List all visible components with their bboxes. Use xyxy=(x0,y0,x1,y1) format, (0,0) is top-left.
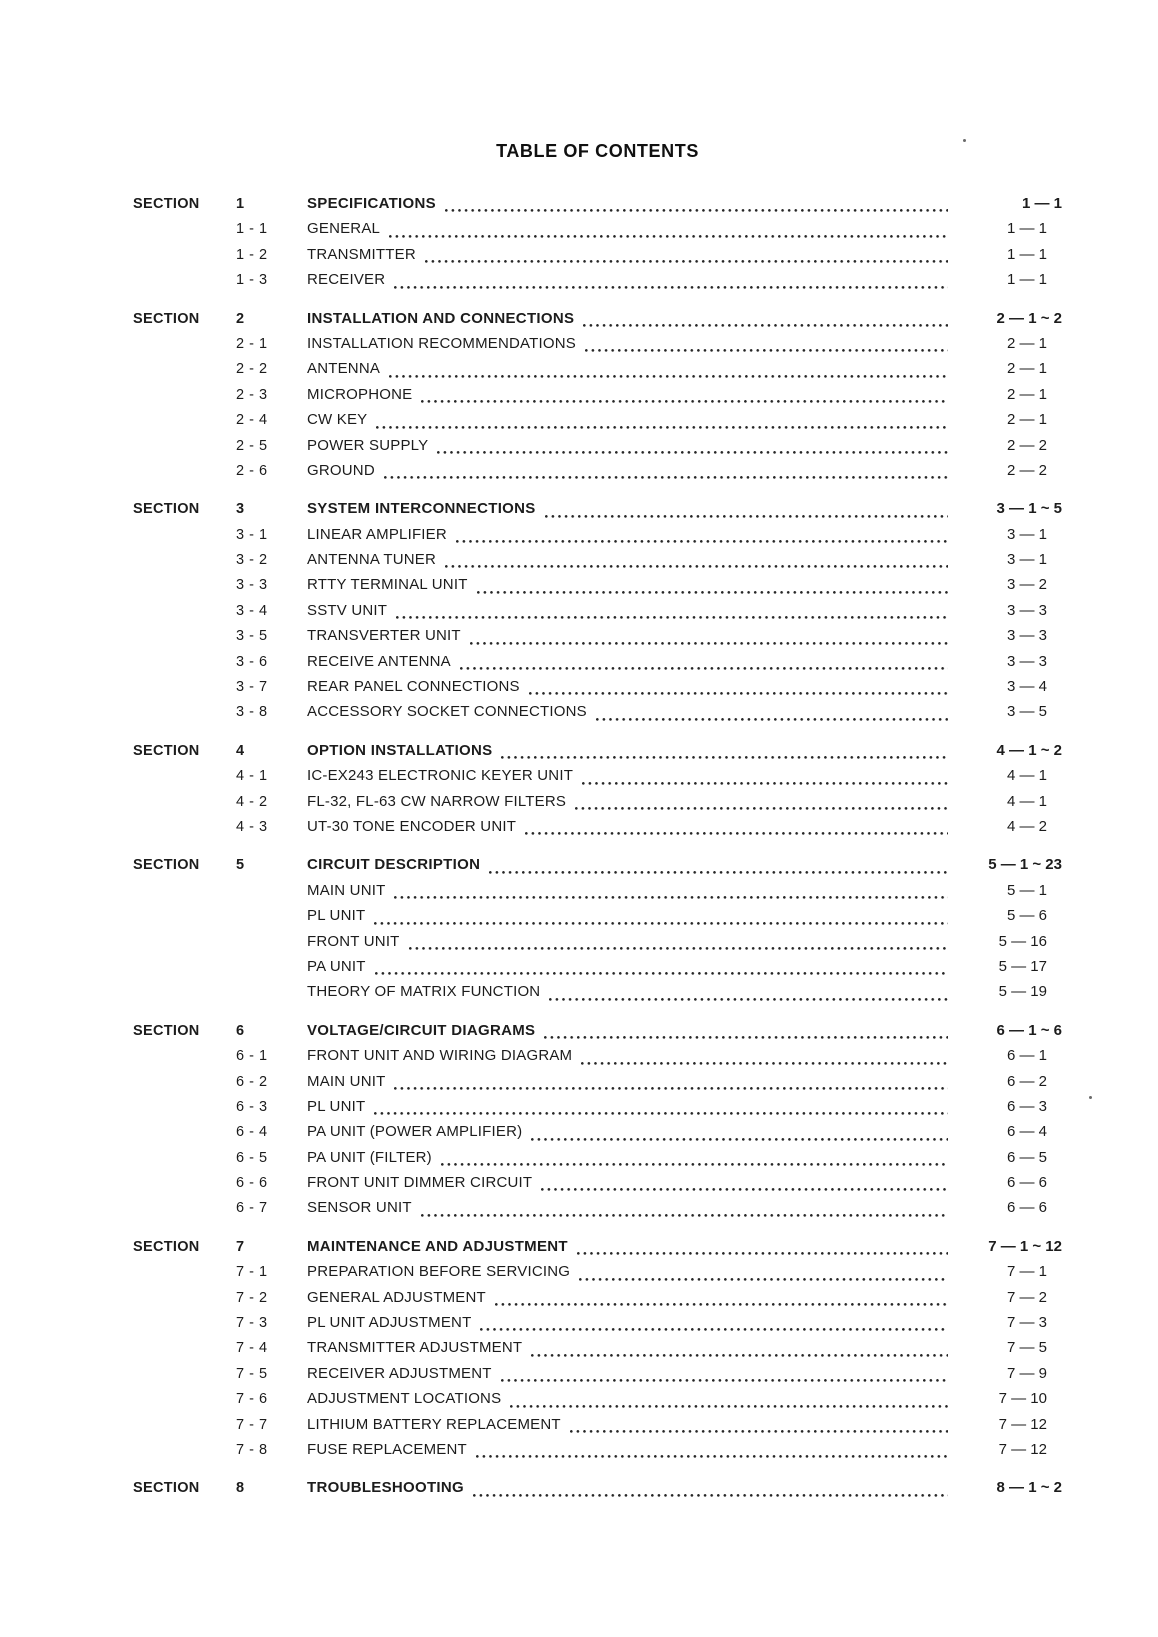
toc-item-row xyxy=(133,653,1062,678)
item-number: 3 - 1 xyxy=(236,526,268,543)
dot-leader xyxy=(394,896,948,899)
item-title: ADJUSTMENT LOCATIONS xyxy=(307,1390,502,1408)
dot-leader xyxy=(585,349,948,352)
dot-leader xyxy=(582,782,948,785)
toc-item-row xyxy=(133,1289,1062,1314)
toc-item-row xyxy=(133,1416,1062,1441)
page-number: 6 — 6 xyxy=(1006,1174,1047,1192)
section-title: SYSTEM INTERCONNECTIONS xyxy=(307,500,536,518)
item-number: 4 - 3 xyxy=(236,818,268,835)
toc-item-row xyxy=(133,526,1062,551)
page-number: 2 — 1 xyxy=(1006,411,1047,429)
toc-section xyxy=(133,856,1062,1008)
item-number: 7 - 1 xyxy=(236,1264,268,1281)
page-number: 3 — 3 xyxy=(1006,627,1047,645)
toc-item-row xyxy=(133,411,1062,436)
page-number: 1 — 1 xyxy=(1021,195,1062,212)
item-title: PREPARATION BEFORE SERVICING xyxy=(307,1263,571,1281)
page-number: 5 — 19 xyxy=(998,983,1047,1001)
page-number: 7 — 9 xyxy=(1006,1364,1047,1382)
dot-leader xyxy=(460,667,948,670)
item-number: 6 - 6 xyxy=(236,1175,268,1192)
item-title: RECEIVE ANTENNA xyxy=(307,652,451,670)
item-title: SENSOR UNIT xyxy=(307,1199,412,1217)
page-number: 2 — 1 xyxy=(1006,385,1047,403)
item-title: POWER SUPPLY xyxy=(307,436,429,454)
dot-leader xyxy=(456,540,948,543)
page-title: TABLE OF CONTENTS xyxy=(496,141,699,161)
item-title: PL UNIT xyxy=(307,907,366,925)
dot-leader xyxy=(374,1112,948,1115)
item-title: MAIN UNIT xyxy=(307,1072,386,1090)
toc-item-row xyxy=(133,1174,1062,1199)
toc-item-row xyxy=(133,1314,1062,1339)
page-number: 6 — 4 xyxy=(1006,1123,1047,1141)
toc-item-row xyxy=(133,818,1062,843)
item-title: ANTENNA TUNER xyxy=(307,551,437,569)
toc-section xyxy=(133,742,1062,844)
page-number: 5 — 16 xyxy=(998,932,1047,950)
section-header-row xyxy=(133,195,1062,220)
toc-item-row xyxy=(133,627,1062,652)
page-number: 7 — 12 xyxy=(998,1415,1047,1433)
toc-item-row xyxy=(133,551,1062,576)
page-number: 5 — 6 xyxy=(1006,907,1047,925)
page-number: 7 — 1 ~ 12 xyxy=(988,1237,1062,1255)
toc-item-row xyxy=(133,1199,1062,1224)
page-number: 4 — 2 xyxy=(1006,817,1047,835)
page-number: 3 — 1 xyxy=(1006,551,1047,569)
item-number: 6 - 5 xyxy=(236,1149,268,1166)
section-title: VOLTAGE/CIRCUIT DIAGRAMS xyxy=(307,1021,536,1039)
item-title: IC-EX243 ELECTRONIC KEYER UNIT xyxy=(307,767,574,785)
page-number: 8 — 1 ~ 2 xyxy=(996,1479,1062,1497)
toc-section xyxy=(133,1479,1062,1504)
page-number: 5 — 1 xyxy=(1006,881,1047,899)
item-number: 7 - 3 xyxy=(236,1315,268,1332)
toc-item-row xyxy=(133,678,1062,703)
item-number: 6 - 7 xyxy=(236,1200,268,1217)
dot-leader xyxy=(581,1062,948,1065)
dot-leader xyxy=(510,1405,948,1408)
section-label: SECTION xyxy=(133,1022,200,1039)
dot-leader xyxy=(437,451,948,454)
item-title: UT-30 TONE ENCODER UNIT xyxy=(307,817,517,835)
scan-speckle xyxy=(1089,1096,1092,1099)
dot-leader xyxy=(441,1163,948,1166)
toc-section xyxy=(133,500,1062,729)
toc-item-row xyxy=(133,767,1062,792)
page-number: 2 — 2 xyxy=(1006,436,1047,454)
item-number: 7 - 8 xyxy=(236,1441,268,1458)
section-header-row xyxy=(133,1022,1062,1047)
toc-section xyxy=(133,1022,1062,1225)
section-title: TROUBLESHOOTING xyxy=(307,1479,464,1497)
dot-leader xyxy=(375,972,948,975)
item-title: FRONT UNIT AND WIRING DIAGRAM xyxy=(307,1047,573,1065)
item-title: PL UNIT xyxy=(307,1097,366,1115)
dot-leader xyxy=(396,616,948,619)
item-number: 6 - 4 xyxy=(236,1124,268,1141)
toc-item-row xyxy=(133,576,1062,601)
item-number: 3 - 4 xyxy=(236,602,268,619)
toc-section xyxy=(133,1238,1062,1467)
page-number: 7 — 10 xyxy=(998,1390,1047,1408)
dot-leader xyxy=(544,1036,948,1039)
section-number: 4 xyxy=(236,742,245,759)
item-title: INSTALLATION RECOMMENDATIONS xyxy=(307,334,576,352)
item-number: 3 - 3 xyxy=(236,577,268,594)
dot-leader xyxy=(501,756,948,759)
item-number: 4 - 1 xyxy=(236,768,268,785)
page-number: 7 — 1 xyxy=(1006,1263,1047,1281)
item-title: LINEAR AMPLIFIER xyxy=(307,525,447,543)
dot-leader xyxy=(575,807,948,810)
dot-leader xyxy=(470,642,948,645)
toc-item-row xyxy=(133,462,1062,487)
item-title: FUSE REPLACEMENT xyxy=(307,1440,467,1458)
section-label: SECTION xyxy=(133,742,200,759)
dot-leader xyxy=(545,515,948,518)
section-number: 6 xyxy=(236,1022,245,1039)
toc-item-row xyxy=(133,360,1062,385)
item-title: RECEIVER xyxy=(307,271,386,289)
page-number: 2 — 2 xyxy=(1006,461,1047,479)
page-number: 3 — 5 xyxy=(1006,703,1047,721)
toc-item-row xyxy=(133,1123,1062,1148)
toc-item-row xyxy=(133,1263,1062,1288)
item-title: CW KEY xyxy=(307,411,368,429)
dot-leader xyxy=(445,209,948,212)
item-number: 3 - 2 xyxy=(236,552,268,569)
item-number: 4 - 2 xyxy=(236,793,268,810)
toc-item-row xyxy=(133,437,1062,462)
page-number: 3 — 2 xyxy=(1006,576,1047,594)
page-number: 2 — 1 xyxy=(1006,334,1047,352)
section-label: SECTION xyxy=(133,1480,200,1497)
page-number: 4 — 1 ~ 2 xyxy=(996,741,1062,759)
toc-section xyxy=(133,310,1062,488)
toc-item-row xyxy=(133,1365,1062,1390)
dot-leader xyxy=(570,1430,948,1433)
item-title: GROUND xyxy=(307,461,375,479)
toc-item-row xyxy=(133,1098,1062,1123)
item-title: RECEIVER ADJUSTMENT xyxy=(307,1364,492,1382)
page-number: 3 — 3 xyxy=(1006,601,1047,619)
dot-leader xyxy=(477,591,948,594)
item-number: 7 - 2 xyxy=(236,1289,268,1306)
item-title: ANTENNA xyxy=(307,360,381,378)
toc-item-row xyxy=(133,335,1062,360)
item-title: PA UNIT xyxy=(307,957,366,975)
section-title: SPECIFICATIONS xyxy=(307,195,436,212)
page-number: 1 — 1 xyxy=(1006,245,1047,263)
page-number: 4 — 1 xyxy=(1006,767,1047,785)
page-number: 5 — 17 xyxy=(998,957,1047,975)
item-title: PA UNIT (FILTER) xyxy=(307,1148,432,1166)
page-number: 6 — 5 xyxy=(1006,1148,1047,1166)
page-number: 5 — 1 ~ 23 xyxy=(988,856,1062,874)
dot-leader xyxy=(421,400,948,403)
toc-item-row xyxy=(133,1390,1062,1415)
dot-leader xyxy=(501,1379,948,1382)
toc-item-row xyxy=(133,958,1062,983)
page-number: 6 — 1 ~ 6 xyxy=(996,1021,1062,1039)
toc-item-row xyxy=(133,220,1062,245)
section-label: SECTION xyxy=(133,857,200,874)
section-title: MAINTENANCE AND ADJUSTMENT xyxy=(307,1237,568,1255)
item-number: 6 - 3 xyxy=(236,1098,268,1115)
item-number: 2 - 4 xyxy=(236,412,268,429)
toc-item-row xyxy=(133,386,1062,411)
toc-section xyxy=(133,195,1062,297)
dot-leader xyxy=(489,871,948,874)
page-number: 3 — 1 ~ 5 xyxy=(996,500,1062,518)
item-title: FL-32, FL-63 CW NARROW FILTERS xyxy=(307,792,567,810)
item-number: 1 - 2 xyxy=(236,246,268,263)
dot-leader xyxy=(476,1455,948,1458)
item-number: 1 - 3 xyxy=(236,272,268,289)
dot-leader xyxy=(583,324,948,327)
item-number: 2 - 1 xyxy=(236,335,268,352)
toc-item-row xyxy=(133,793,1062,818)
toc-item-row xyxy=(133,983,1062,1008)
item-number: 3 - 8 xyxy=(236,704,268,721)
page-number: 6 — 3 xyxy=(1006,1097,1047,1115)
section-number: 7 xyxy=(236,1238,245,1255)
section-label: SECTION xyxy=(133,310,200,327)
page-number: 2 — 1 xyxy=(1006,360,1047,378)
page-number: 6 — 2 xyxy=(1006,1072,1047,1090)
toc-item-row xyxy=(133,271,1062,296)
toc xyxy=(133,195,1062,1505)
dot-leader xyxy=(577,1252,948,1255)
page-number: 1 — 1 xyxy=(1006,220,1047,238)
item-title: TRANSVERTER UNIT xyxy=(307,627,461,645)
item-number: 3 - 7 xyxy=(236,679,268,696)
item-title: FRONT UNIT DIMMER CIRCUIT xyxy=(307,1174,533,1192)
scan-speckle xyxy=(963,139,966,142)
item-title: PA UNIT (POWER AMPLIFIER) xyxy=(307,1123,523,1141)
page-number: 7 — 2 xyxy=(1006,1288,1047,1306)
section-number: 1 xyxy=(236,196,245,212)
dot-leader xyxy=(384,476,948,479)
page-number: 7 — 5 xyxy=(1006,1339,1047,1357)
item-title: MICROPHONE xyxy=(307,385,413,403)
page-number: 4 — 1 xyxy=(1006,792,1047,810)
dot-leader xyxy=(596,718,948,721)
item-number: 6 - 2 xyxy=(236,1073,268,1090)
item-title: MAIN UNIT xyxy=(307,881,386,899)
page-number: 1 — 1 xyxy=(1006,271,1047,289)
item-number: 3 - 6 xyxy=(236,653,268,670)
toc-item-row xyxy=(133,602,1062,627)
item-number: 1 - 1 xyxy=(236,221,268,238)
section-number: 2 xyxy=(236,310,245,327)
item-title: SSTV UNIT xyxy=(307,601,388,619)
page-number: 3 — 3 xyxy=(1006,652,1047,670)
dot-leader xyxy=(480,1328,948,1331)
page-number: 2 — 1 ~ 2 xyxy=(996,309,1062,327)
page-number: 3 — 4 xyxy=(1006,678,1047,696)
item-number: 2 - 6 xyxy=(236,462,268,479)
item-title: REAR PANEL CONNECTIONS xyxy=(307,678,520,696)
toc-item-row xyxy=(133,1047,1062,1072)
item-number: 7 - 7 xyxy=(236,1416,268,1433)
section-label: SECTION xyxy=(133,1238,200,1255)
item-number: 6 - 1 xyxy=(236,1048,268,1065)
dot-leader xyxy=(531,1138,948,1141)
item-number: 2 - 2 xyxy=(236,361,268,378)
dot-leader xyxy=(525,832,948,835)
section-number: 5 xyxy=(236,857,245,874)
dot-leader xyxy=(445,565,948,568)
section-header-row xyxy=(133,310,1062,335)
dot-leader xyxy=(389,375,948,378)
dot-leader xyxy=(541,1188,948,1191)
dot-leader xyxy=(389,235,948,238)
item-title: GENERAL xyxy=(307,220,381,238)
toc-item-row xyxy=(133,907,1062,932)
section-label: SECTION xyxy=(133,196,200,212)
dot-leader xyxy=(394,1087,948,1090)
section-number: 8 xyxy=(236,1480,245,1497)
toc-item-row xyxy=(133,1073,1062,1098)
section-number: 3 xyxy=(236,501,245,518)
toc-item-row xyxy=(133,882,1062,907)
section-title: INSTALLATION AND CONNECTIONS xyxy=(307,309,575,327)
section-header-row xyxy=(133,1238,1062,1263)
dot-leader xyxy=(425,260,948,263)
dot-leader xyxy=(374,922,948,925)
page-number: 6 — 1 xyxy=(1006,1047,1047,1065)
item-number: 2 - 3 xyxy=(236,386,268,403)
dot-leader xyxy=(421,1214,948,1217)
dot-leader xyxy=(473,1494,948,1497)
item-title: THEORY OF MATRIX FUNCTION xyxy=(307,983,541,1001)
page-number: 7 — 3 xyxy=(1006,1314,1047,1332)
item-number: 7 - 4 xyxy=(236,1340,268,1357)
page-number: 6 — 6 xyxy=(1006,1199,1047,1217)
section-header-row xyxy=(133,742,1062,767)
item-number: 2 - 5 xyxy=(236,437,268,454)
dot-leader xyxy=(495,1303,948,1306)
toc-item-row xyxy=(133,1339,1062,1364)
dot-leader xyxy=(394,286,948,289)
dot-leader xyxy=(579,1278,948,1281)
item-title: ACCESSORY SOCKET CONNECTIONS xyxy=(307,703,587,721)
item-title: TRANSMITTER xyxy=(307,245,416,263)
item-title: PL UNIT ADJUSTMENT xyxy=(307,1314,472,1332)
section-header-row xyxy=(133,856,1062,881)
section-title: OPTION INSTALLATIONS xyxy=(307,741,493,759)
toc-item-row xyxy=(133,246,1062,271)
item-title: GENERAL ADJUSTMENT xyxy=(307,1288,486,1306)
toc-item-row xyxy=(133,933,1062,958)
item-title: LITHIUM BATTERY REPLACEMENT xyxy=(307,1415,561,1433)
toc-item-row xyxy=(133,1149,1062,1174)
item-title: TRANSMITTER ADJUSTMENT xyxy=(307,1339,523,1357)
toc-item-row xyxy=(133,1441,1062,1466)
section-label: SECTION xyxy=(133,501,200,518)
item-number: 7 - 6 xyxy=(236,1391,268,1408)
section-header-row xyxy=(133,500,1062,525)
item-number: 3 - 5 xyxy=(236,628,268,645)
dot-leader xyxy=(531,1354,948,1357)
item-title: FRONT UNIT xyxy=(307,932,400,950)
dot-leader xyxy=(376,426,948,429)
dot-leader xyxy=(409,947,948,950)
section-header-row xyxy=(133,1479,1062,1504)
item-title: RTTY TERMINAL UNIT xyxy=(307,576,468,594)
dot-leader xyxy=(549,998,948,1001)
dot-leader xyxy=(529,692,948,695)
toc-item-row xyxy=(133,703,1062,728)
item-number: 7 - 5 xyxy=(236,1365,268,1382)
section-title: CIRCUIT DESCRIPTION xyxy=(307,856,481,874)
page-number: 3 — 1 xyxy=(1006,525,1047,543)
page-number: 7 — 12 xyxy=(998,1440,1047,1458)
